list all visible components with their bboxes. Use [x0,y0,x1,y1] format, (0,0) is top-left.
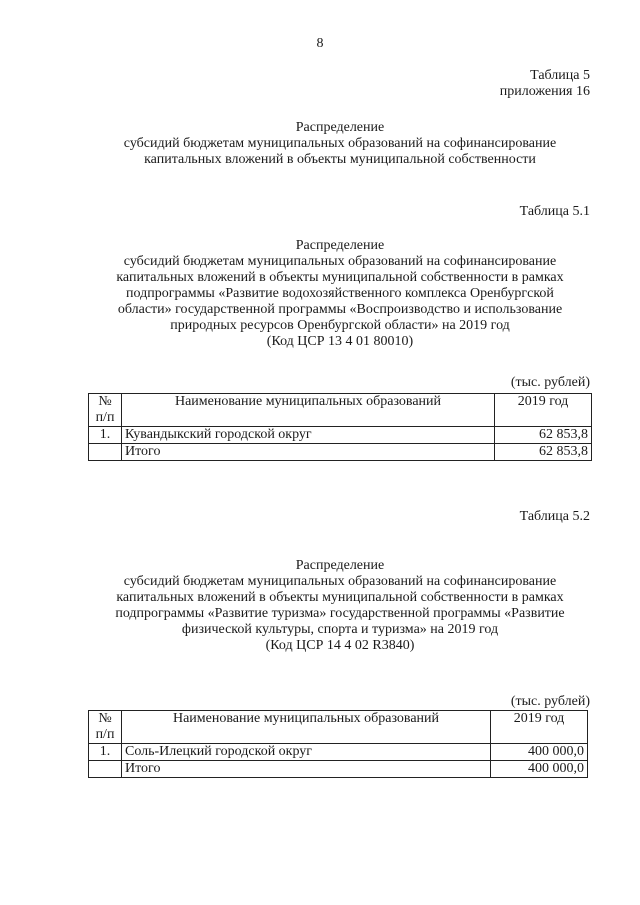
row-name: Соль-Илецкий городской округ [122,744,491,761]
table-row [89,427,592,444]
appendix-label: приложения 16 [499,84,590,99]
title-line: подпрограммы «Развитие туризма» государственной программы «Развитие [115,606,565,621]
title-line: Распределение [295,558,385,573]
page-number: 8 [316,36,324,51]
header-num: № п/п [89,711,122,744]
table-5-1-label: Таблица 5.1 [519,204,590,219]
row-num: 1. [89,427,122,444]
table-5-2 [88,710,588,778]
table-header-row [89,394,592,427]
title-line: подпрограммы «Развитие водохозяйственного комплекса Оренбургской [126,286,554,301]
total-empty [89,444,122,461]
title-line: области» государственной программы «Воспроизводство и использование [117,302,563,317]
table-5-1-title [0,238,640,350]
row-num: 1. [89,744,122,761]
table-header-row [89,711,588,744]
units-label: (тыс. рублей) [510,375,590,390]
total-label: Итого [122,761,491,778]
title-line: субсидий бюджетам муниципальных образований на софинансирование [123,574,557,589]
title-line: физической культуры, спорта и туризма» на 2019 год [181,622,499,637]
total-value: 62 853,8 [495,444,592,461]
total-empty [89,761,122,778]
table-5-1 [88,393,592,461]
header-num: № п/п [89,394,122,427]
header-name: Наименование муниципальных образований [122,711,491,744]
main-title-line: субсидий бюджетам муниципальных образований на софинансирование [123,136,557,151]
main-title-line: Распределение [295,120,385,135]
title-line: (Код ЦСР 13 4 01 80010) [266,334,414,349]
title-line: субсидий бюджетам муниципальных образований на софинансирование [123,254,557,269]
table-5-header [500,68,590,100]
title-line: капитальных вложений в объекты муниципальной собственности в рамках [116,270,564,285]
title-line: природных ресурсов Оренбургской области» на 2019 год [170,318,510,333]
header-name: Наименование муниципальных образований [122,394,495,427]
row-value: 400 000,0 [491,744,588,761]
title-line: (Код ЦСР 14 4 02 R3840) [265,638,415,653]
row-name: Кувандыкский городской округ [122,427,495,444]
table-5-label: Таблица 5 [530,68,590,83]
main-title [0,120,640,168]
total-label: Итого [122,444,495,461]
units-label: (тыс. рублей) [510,694,590,709]
row-value: 62 853,8 [495,427,592,444]
total-row [89,761,588,778]
table-5-2-title [0,558,640,654]
header-year: 2019 год [491,711,588,744]
main-title-line: капитальных вложений в объекты муниципальной собственности [144,152,536,167]
title-line: Распределение [295,238,385,253]
header-year: 2019 год [495,394,592,427]
table-row [89,744,588,761]
total-row [89,444,592,461]
table-5-2-label: Таблица 5.2 [519,509,590,524]
total-value: 400 000,0 [491,761,588,778]
title-line: капитальных вложений в объекты муниципальной собственности в рамках [116,590,564,605]
